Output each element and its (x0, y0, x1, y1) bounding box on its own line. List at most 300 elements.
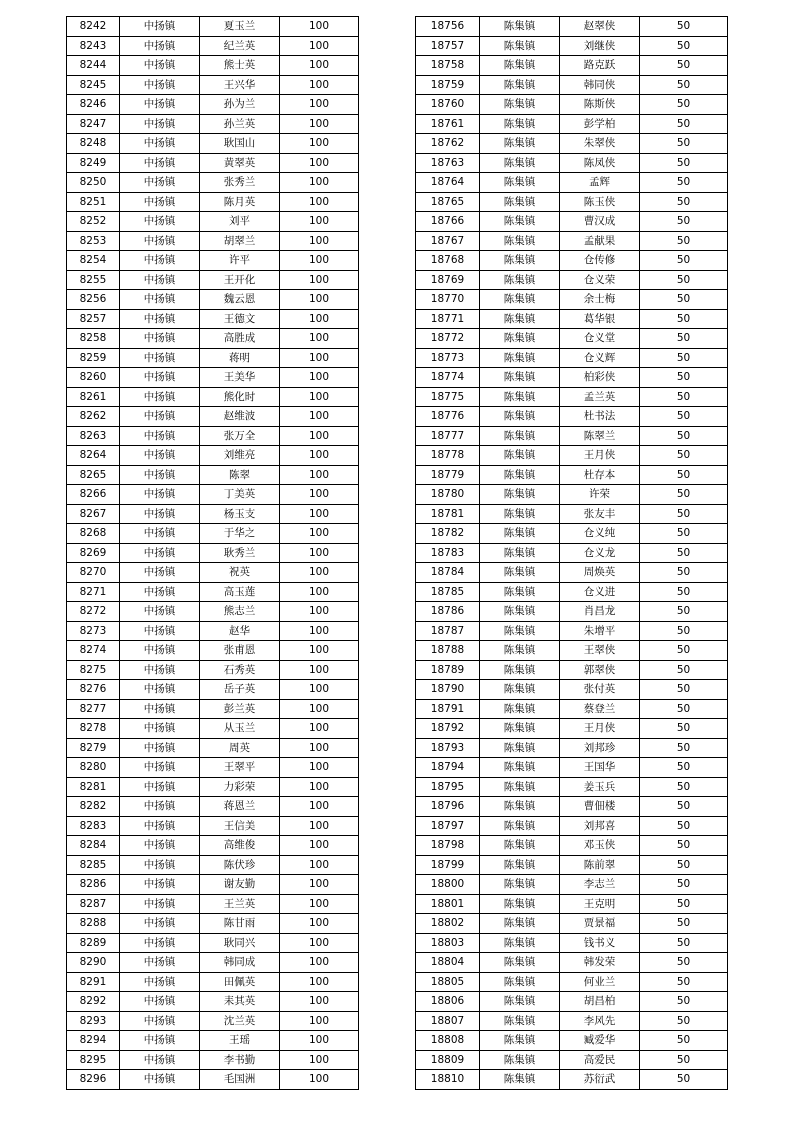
table-row (67, 231, 359, 251)
amount-cell: 100 (280, 836, 359, 856)
town-cell: 陈集镇 (480, 309, 560, 329)
amount-cell: 100 (280, 231, 359, 251)
town-cell: 中扬镇 (120, 777, 200, 797)
row-id-cell: 8287 (67, 894, 120, 914)
town-cell: 中扬镇 (120, 251, 200, 271)
amount-cell: 50 (640, 875, 728, 895)
table-row (416, 387, 728, 407)
name-cell: 陈凤侠 (560, 153, 640, 173)
row-id-cell: 18784 (416, 563, 480, 583)
name-cell: 许平 (200, 251, 280, 271)
name-cell: 肖昌龙 (560, 602, 640, 622)
amount-cell: 50 (640, 836, 728, 856)
table-row (416, 407, 728, 427)
amount-cell: 100 (280, 797, 359, 817)
table-row (416, 426, 728, 446)
amount-cell: 50 (640, 134, 728, 154)
row-id-cell: 18805 (416, 972, 480, 992)
town-cell: 中扬镇 (120, 348, 200, 368)
row-id-cell: 18760 (416, 95, 480, 115)
amount-cell: 50 (640, 36, 728, 56)
name-cell: 许荣 (560, 485, 640, 505)
row-id-cell: 8292 (67, 992, 120, 1012)
row-id-cell: 8263 (67, 426, 120, 446)
row-id-cell: 18786 (416, 602, 480, 622)
town-cell: 陈集镇 (480, 17, 560, 37)
town-cell: 陈集镇 (480, 251, 560, 271)
amount-cell: 50 (640, 212, 728, 232)
name-cell: 从玉兰 (200, 719, 280, 739)
row-id-cell: 8290 (67, 953, 120, 973)
town-cell: 中扬镇 (120, 680, 200, 700)
table-row (416, 836, 728, 856)
name-cell: 谢友勤 (200, 875, 280, 895)
amount-cell: 50 (640, 1070, 728, 1090)
name-cell: 王德文 (200, 309, 280, 329)
town-cell: 中扬镇 (120, 231, 200, 251)
table-row (67, 309, 359, 329)
name-cell: 王月侠 (560, 719, 640, 739)
town-cell: 陈集镇 (480, 368, 560, 388)
name-cell: 杜存本 (560, 465, 640, 485)
row-id-cell: 8296 (67, 1070, 120, 1090)
town-cell: 中扬镇 (120, 719, 200, 739)
table-row (67, 134, 359, 154)
town-cell: 陈集镇 (480, 114, 560, 134)
amount-cell: 100 (280, 1050, 359, 1070)
town-cell: 中扬镇 (120, 95, 200, 115)
row-id-cell: 8267 (67, 504, 120, 524)
row-id-cell: 18787 (416, 621, 480, 641)
table-row (67, 816, 359, 836)
name-cell: 王美华 (200, 368, 280, 388)
name-cell: 路克跃 (560, 56, 640, 76)
town-cell: 陈集镇 (480, 192, 560, 212)
table-row (67, 1031, 359, 1051)
table-row (416, 270, 728, 290)
amount-cell: 50 (640, 192, 728, 212)
row-id-cell: 18791 (416, 699, 480, 719)
row-id-cell: 8260 (67, 368, 120, 388)
row-id-cell: 8284 (67, 836, 120, 856)
table-row (67, 290, 359, 310)
row-id-cell: 18781 (416, 504, 480, 524)
amount-cell: 50 (640, 621, 728, 641)
town-cell: 中扬镇 (120, 192, 200, 212)
amount-cell: 100 (280, 1070, 359, 1090)
table-row (67, 992, 359, 1012)
table-row (67, 1011, 359, 1031)
town-cell: 中扬镇 (120, 1031, 200, 1051)
row-id-cell: 18810 (416, 1070, 480, 1090)
town-cell: 中扬镇 (120, 173, 200, 193)
name-cell: 熊士英 (200, 56, 280, 76)
amount-cell: 100 (280, 953, 359, 973)
name-cell: 赵翠侠 (560, 17, 640, 37)
town-cell: 陈集镇 (480, 894, 560, 914)
town-cell: 中扬镇 (120, 153, 200, 173)
town-cell: 中扬镇 (120, 699, 200, 719)
name-cell: 陈前翠 (560, 855, 640, 875)
town-cell: 中扬镇 (120, 953, 200, 973)
town-cell: 陈集镇 (480, 56, 560, 76)
town-cell: 中扬镇 (120, 309, 200, 329)
row-id-cell: 8259 (67, 348, 120, 368)
row-id-cell: 18796 (416, 797, 480, 817)
name-cell: 夏玉兰 (200, 17, 280, 37)
table-row (416, 972, 728, 992)
name-cell: 高爱民 (560, 1050, 640, 1070)
table-row (416, 699, 728, 719)
amount-cell: 50 (640, 1050, 728, 1070)
town-cell: 中扬镇 (120, 894, 200, 914)
amount-cell: 100 (280, 192, 359, 212)
town-cell: 陈集镇 (480, 816, 560, 836)
town-cell: 陈集镇 (480, 446, 560, 466)
amount-cell: 50 (640, 17, 728, 37)
table-row (416, 192, 728, 212)
table-row (67, 368, 359, 388)
name-cell: 黄翠英 (200, 153, 280, 173)
name-cell: 王兴华 (200, 75, 280, 95)
amount-cell: 100 (280, 680, 359, 700)
name-cell: 仓传修 (560, 251, 640, 271)
table-row (67, 426, 359, 446)
amount-cell: 50 (640, 251, 728, 271)
table-row (67, 524, 359, 544)
town-cell: 中扬镇 (120, 17, 200, 37)
name-cell: 何业兰 (560, 972, 640, 992)
row-id-cell: 18804 (416, 953, 480, 973)
table-row (67, 446, 359, 466)
town-cell: 中扬镇 (120, 446, 200, 466)
name-cell: 仓义荣 (560, 270, 640, 290)
table-row (416, 738, 728, 758)
table-row (67, 894, 359, 914)
row-id-cell: 8280 (67, 758, 120, 778)
row-id-cell: 18793 (416, 738, 480, 758)
row-id-cell: 8258 (67, 329, 120, 349)
name-cell: 韩同成 (200, 953, 280, 973)
row-id-cell: 18807 (416, 1011, 480, 1031)
amount-cell: 50 (640, 348, 728, 368)
amount-cell: 100 (280, 290, 359, 310)
amount-cell: 100 (280, 153, 359, 173)
row-id-cell: 8266 (67, 485, 120, 505)
town-cell: 陈集镇 (480, 875, 560, 895)
row-id-cell: 18765 (416, 192, 480, 212)
row-id-cell: 18789 (416, 660, 480, 680)
row-id-cell: 8244 (67, 56, 120, 76)
town-cell: 陈集镇 (480, 1070, 560, 1090)
town-cell: 中扬镇 (120, 329, 200, 349)
town-cell: 陈集镇 (480, 719, 560, 739)
row-id-cell: 18758 (416, 56, 480, 76)
name-cell: 陈斯侠 (560, 95, 640, 115)
town-cell: 陈集镇 (480, 173, 560, 193)
row-id-cell: 18808 (416, 1031, 480, 1051)
row-id-cell: 8281 (67, 777, 120, 797)
name-cell: 耿同兴 (200, 933, 280, 953)
town-cell: 陈集镇 (480, 134, 560, 154)
town-cell: 中扬镇 (120, 134, 200, 154)
row-id-cell: 8271 (67, 582, 120, 602)
table-row (67, 114, 359, 134)
amount-cell: 50 (640, 699, 728, 719)
amount-cell: 50 (640, 173, 728, 193)
name-cell: 朱增平 (560, 621, 640, 641)
row-id-cell: 18775 (416, 387, 480, 407)
row-id-cell: 18802 (416, 914, 480, 934)
table-row (416, 309, 728, 329)
amount-cell: 100 (280, 816, 359, 836)
table-row (67, 543, 359, 563)
row-id-cell: 8275 (67, 660, 120, 680)
town-cell: 陈集镇 (480, 290, 560, 310)
town-cell: 中扬镇 (120, 660, 200, 680)
table-row (67, 212, 359, 232)
row-id-cell: 18766 (416, 212, 480, 232)
name-cell: 熊化时 (200, 387, 280, 407)
name-cell: 彭兰英 (200, 699, 280, 719)
amount-cell: 50 (640, 972, 728, 992)
amount-cell: 50 (640, 602, 728, 622)
amount-cell: 50 (640, 153, 728, 173)
amount-cell: 100 (280, 17, 359, 37)
row-id-cell: 8276 (67, 680, 120, 700)
table-row (67, 797, 359, 817)
amount-cell: 50 (640, 816, 728, 836)
amount-cell: 100 (280, 348, 359, 368)
amount-cell: 50 (640, 329, 728, 349)
amount-cell: 100 (280, 621, 359, 641)
row-id-cell: 18763 (416, 153, 480, 173)
table-row (416, 621, 728, 641)
row-id-cell: 18803 (416, 933, 480, 953)
amount-cell: 50 (640, 270, 728, 290)
amount-cell: 50 (640, 992, 728, 1012)
row-id-cell: 8254 (67, 251, 120, 271)
row-id-cell: 8294 (67, 1031, 120, 1051)
town-cell: 中扬镇 (120, 465, 200, 485)
table-row (416, 602, 728, 622)
town-cell: 中扬镇 (120, 114, 200, 134)
table-row (416, 36, 728, 56)
row-id-cell: 8256 (67, 290, 120, 310)
amount-cell: 50 (640, 426, 728, 446)
table-row (416, 680, 728, 700)
name-cell: 贾景福 (560, 914, 640, 934)
table-row (416, 582, 728, 602)
table-row (67, 251, 359, 271)
table-row (67, 329, 359, 349)
amount-cell: 100 (280, 894, 359, 914)
name-cell: 赵华 (200, 621, 280, 641)
name-cell: 韩发荣 (560, 953, 640, 973)
name-cell: 蒋恩兰 (200, 797, 280, 817)
town-cell: 陈集镇 (480, 270, 560, 290)
table-row (416, 251, 728, 271)
town-cell: 中扬镇 (120, 855, 200, 875)
table-row (416, 563, 728, 583)
row-id-cell: 18799 (416, 855, 480, 875)
name-cell: 葛华银 (560, 309, 640, 329)
amount-cell: 100 (280, 641, 359, 661)
table-row (67, 75, 359, 95)
row-id-cell: 18768 (416, 251, 480, 271)
row-id-cell: 18797 (416, 816, 480, 836)
amount-cell: 100 (280, 1011, 359, 1031)
row-id-cell: 8245 (67, 75, 120, 95)
table-row (416, 641, 728, 661)
table-row (416, 153, 728, 173)
name-cell: 刘平 (200, 212, 280, 232)
table-row (67, 641, 359, 661)
town-cell: 陈集镇 (480, 953, 560, 973)
amount-cell: 100 (280, 699, 359, 719)
town-cell: 陈集镇 (480, 36, 560, 56)
table-row (416, 933, 728, 953)
amount-cell: 100 (280, 446, 359, 466)
amount-cell: 50 (640, 855, 728, 875)
table-row (416, 329, 728, 349)
name-cell: 丁美英 (200, 485, 280, 505)
town-cell: 陈集镇 (480, 758, 560, 778)
amount-cell: 50 (640, 914, 728, 934)
name-cell: 纪兰英 (200, 36, 280, 56)
table-row (67, 17, 359, 37)
amount-cell: 100 (280, 368, 359, 388)
amount-cell: 50 (640, 75, 728, 95)
table-row (416, 95, 728, 115)
amount-cell: 100 (280, 582, 359, 602)
table-row (67, 719, 359, 739)
row-id-cell: 8272 (67, 602, 120, 622)
town-cell: 陈集镇 (480, 387, 560, 407)
table-row (67, 777, 359, 797)
table-row (67, 660, 359, 680)
town-cell: 陈集镇 (480, 504, 560, 524)
town-cell: 陈集镇 (480, 660, 560, 680)
name-cell: 陈伏珍 (200, 855, 280, 875)
table-row (416, 1011, 728, 1031)
amount-cell: 100 (280, 855, 359, 875)
row-id-cell: 8257 (67, 309, 120, 329)
name-cell: 王克明 (560, 894, 640, 914)
name-cell: 高胜成 (200, 329, 280, 349)
table-row (416, 875, 728, 895)
town-cell: 陈集镇 (480, 95, 560, 115)
table-row (416, 56, 728, 76)
row-id-cell: 18772 (416, 329, 480, 349)
town-cell: 陈集镇 (480, 641, 560, 661)
name-cell: 王兰英 (200, 894, 280, 914)
table-row (67, 972, 359, 992)
table-row (416, 758, 728, 778)
table-row (416, 816, 728, 836)
town-cell: 中扬镇 (120, 270, 200, 290)
row-id-cell: 18759 (416, 75, 480, 95)
row-id-cell: 8243 (67, 36, 120, 56)
table-row (67, 95, 359, 115)
row-id-cell: 8247 (67, 114, 120, 134)
row-id-cell: 8264 (67, 446, 120, 466)
name-cell: 刘维亮 (200, 446, 280, 466)
row-id-cell: 18792 (416, 719, 480, 739)
name-cell: 岳子英 (200, 680, 280, 700)
town-cell: 中扬镇 (120, 543, 200, 563)
amount-cell: 50 (640, 660, 728, 680)
table-row (416, 894, 728, 914)
row-id-cell: 8274 (67, 641, 120, 661)
name-cell: 曹佃楼 (560, 797, 640, 817)
name-cell: 陈月英 (200, 192, 280, 212)
row-id-cell: 18756 (416, 17, 480, 37)
table-row (416, 75, 728, 95)
row-id-cell: 18782 (416, 524, 480, 544)
amount-cell: 50 (640, 407, 728, 427)
town-cell: 中扬镇 (120, 36, 200, 56)
amount-cell: 100 (280, 972, 359, 992)
town-cell: 陈集镇 (480, 680, 560, 700)
row-id-cell: 8289 (67, 933, 120, 953)
amount-cell: 100 (280, 777, 359, 797)
amount-cell: 100 (280, 329, 359, 349)
name-cell: 李志兰 (560, 875, 640, 895)
town-cell: 中扬镇 (120, 641, 200, 661)
roster-body-left (67, 17, 359, 1090)
name-cell: 姜玉兵 (560, 777, 640, 797)
name-cell: 臧爱华 (560, 1031, 640, 1051)
name-cell: 陈翠 (200, 465, 280, 485)
name-cell: 陈玉侠 (560, 192, 640, 212)
amount-cell: 50 (640, 777, 728, 797)
table-row (67, 680, 359, 700)
row-id-cell: 18798 (416, 836, 480, 856)
amount-cell: 50 (640, 504, 728, 524)
amount-cell: 50 (640, 387, 728, 407)
name-cell: 赵维波 (200, 407, 280, 427)
town-cell: 陈集镇 (480, 699, 560, 719)
amount-cell: 100 (280, 251, 359, 271)
amount-cell: 50 (640, 524, 728, 544)
town-cell: 中扬镇 (120, 212, 200, 232)
amount-cell: 50 (640, 933, 728, 953)
town-cell: 陈集镇 (480, 777, 560, 797)
row-id-cell: 8261 (67, 387, 120, 407)
table-row (67, 56, 359, 76)
town-cell: 中扬镇 (120, 290, 200, 310)
table-row (416, 348, 728, 368)
amount-cell: 100 (280, 504, 359, 524)
table-row (416, 504, 728, 524)
row-id-cell: 8279 (67, 738, 120, 758)
row-id-cell: 8277 (67, 699, 120, 719)
roster-table-left (66, 16, 359, 1090)
row-id-cell: 8288 (67, 914, 120, 934)
amount-cell: 100 (280, 75, 359, 95)
name-cell: 张付英 (560, 680, 640, 700)
row-id-cell: 18790 (416, 680, 480, 700)
town-cell: 中扬镇 (120, 56, 200, 76)
row-id-cell: 8269 (67, 543, 120, 563)
table-row (67, 485, 359, 505)
table-row (67, 1050, 359, 1070)
table-row (67, 36, 359, 56)
name-cell: 王瑶 (200, 1031, 280, 1051)
table-row (67, 192, 359, 212)
table-row (67, 563, 359, 583)
